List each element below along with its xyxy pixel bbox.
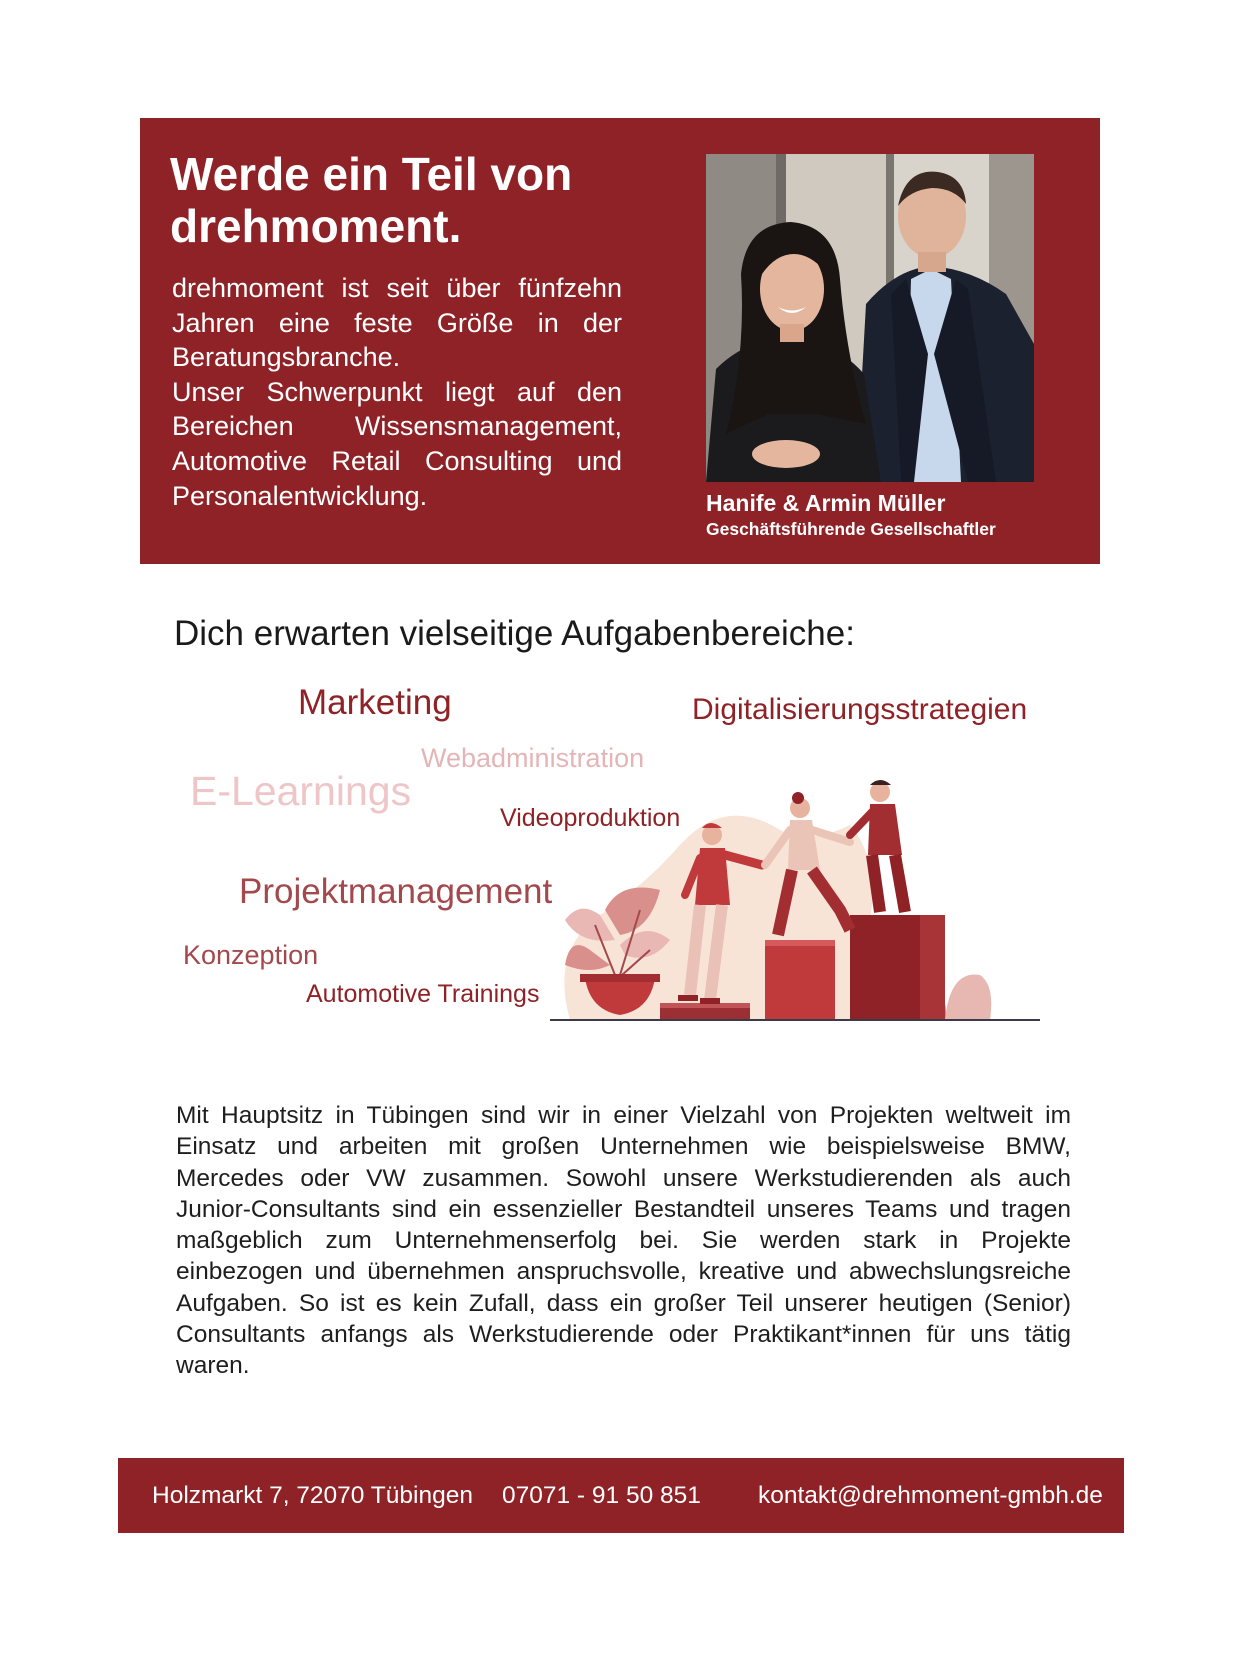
photo-caption-role: Geschäftsführende Gesellschaftler [706,519,996,539]
keyword-konzeption: Konzeption [183,940,319,970]
footer-phone[interactable]: 07071 - 91 50 851 [502,1482,701,1509]
hero-paragraph-1: drehmoment ist seit über fünfzehn Jahren eine feste Größe in der Beratungsbranche. [172,273,622,373]
hero-intro [172,271,622,513]
hero-title-line1: Werde ein Teil von [170,148,573,200]
keyword-automotive-trainings: Automotive Trainings [306,980,540,1008]
hero-banner [140,118,1100,564]
hero-title [170,148,690,252]
footer-email[interactable]: kontakt@drehmoment-gmbh.de [758,1482,1103,1509]
keyword-videoproduktion: Videoproduktion [500,804,681,832]
company-description: Mit Hauptsitz in Tübingen sind wir in einer Vielzahl von Projekten weltweit im Einsatz und arbeiten mit großen Unternehmen wie beispielsweise BMW, Mercedes oder VW zusammen. Sowohl unsere Werkstudierenden als auch Junior-Consultants sind ein essenzieller Bestandteil unseres Teams und tragen maßgeblich zum Unternehmenserfolg bei. Sie werden stark in Projekte einbezogen und übernehmen anspruchsvolle, kreative und abwechslungsreiche Aufgaben. So ist es kein Zufall, dass ein großer Teil unserer heutigen (Senior) Consultants anfangs als Werkstudierende oder Praktikant*innen für uns tätig waren. [176,1102,1071,1380]
teamwork-illustration [550,770,1040,1035]
keyword-digitalisierungsstrategien: Digitalisierungsstrategien [692,693,1028,726]
keyword-e-learnings: E-Learnings [190,768,412,814]
keyword-webadministration: Webadministration [421,743,645,773]
keyword-projektmanagement: Projektmanagement [239,872,553,911]
hero-paragraph-2: Unser Schwerpunkt liegt auf den Bereichen Wissensmanagement, Automotive Retail Consulting und Personalentwicklung. [172,376,622,511]
hero-title-line2: drehmoment. [170,200,462,252]
founders-photo [706,154,1034,482]
footer-address: Holzmarkt 7, 72070 Tübingen [152,1482,473,1509]
contact-footer [118,1458,1124,1533]
section-heading: Dich erwarten vielseitige Aufgabenbereiche: [174,614,855,653]
keyword-marketing: Marketing [298,683,452,722]
photo-caption-name: Hanife & Armin Müller [706,490,946,516]
